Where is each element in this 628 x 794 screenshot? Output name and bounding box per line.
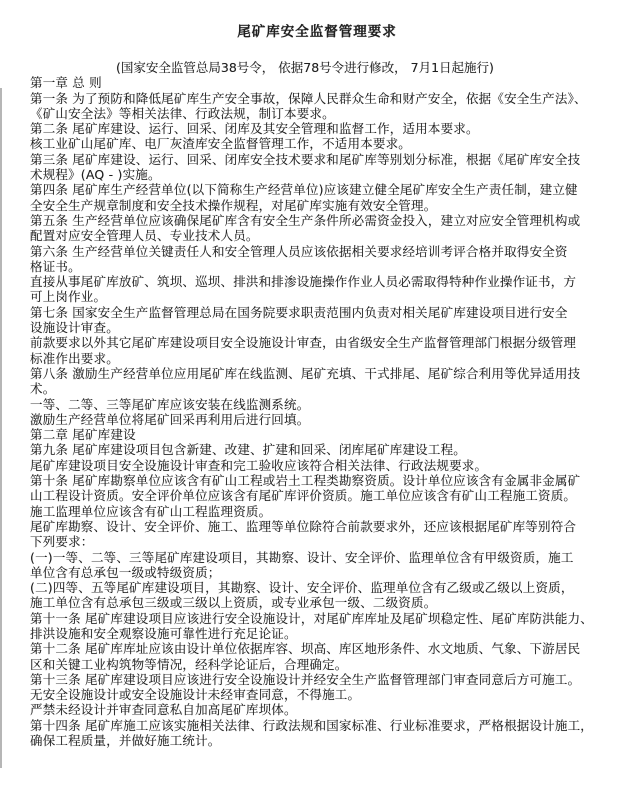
document-line: 第九条 尾矿库建设项目包含新建、改建、扩建和回采、闭库尾矿库建设工程。 [30, 442, 466, 458]
document-line: 第十二条 尾矿库库址应该由设计单位依据库容、坝高、库区地形条件、水文地质、气象、下游居民 [30, 641, 581, 657]
document-line: 第五条 生产经营单位应该确保尾矿库含有安全生产条件所必需资金投入，建立对应安全管理机构或 [30, 212, 581, 228]
document-line: 一等、二等、三等尾矿库应该安装在线监测系统。 [30, 396, 310, 412]
document-line: 前款要求以外其它尾矿库建设项目安全设施设计审查，由省级安全生产监督管理部门根据分级管理 [30, 335, 577, 351]
document-line: 山工程设计资质。安全评价单位应该含有尾矿库评价资质。施工单位应该含有矿山工程施工资质。 [30, 488, 577, 504]
document-line: 第六条 生产经营单位关键责任人和安全管理人员应该依据相关要求经培训考评合格并取得安全资 [30, 243, 568, 259]
document-line: (一)一等、二等、三等尾矿库建设项目，其勘察、设计、安全评价、监理单位含有甲级资质，施工 [30, 549, 574, 565]
document-line: 第十四条 尾矿库施工应该实施相关法律、行政法规和国家标准、行业标准要求，严格根据设计施工， [30, 717, 593, 733]
document-line: 标准作出要求。 [30, 350, 119, 366]
document-line: 第三条 尾矿库建设、运行、回采、闭库安全技术要求和尾矿库等别划分标准，根据《尾矿库安全技 [30, 151, 581, 167]
document-line: 区和关键工业构筑物等情况，经科学论证后，合理确定。 [30, 656, 348, 672]
document-line: 第十三条 尾矿库建设项目应该进行安全设施设计并经安全生产监督管理部门审查同意后方可施工。 [30, 671, 581, 687]
document-line: 第八条 激励生产经营单位应用尾矿库在线监测、尾矿充填、干式排尾、尾矿综合利用等优异适用技 [30, 365, 581, 381]
document-line: 第四条 尾矿库生产经营单位(以下简称生产经营单位)应该建立健全尾矿库安全生产责任制，建立健 [30, 182, 578, 198]
document-line: 第一条 为了预防和降低尾矿库生产安全事故，保障人民群众生命和财产安全，依据《安全生产法》、 [30, 90, 587, 106]
document-line-chapter-1: 第一章 总 则 [30, 75, 102, 91]
document-line: 全安全生产规章制度和安全技术操作规程，对尾矿库实施有效安全管理。 [30, 197, 437, 213]
document-line: 施工单位含有总承包三级或三级以上资质，或专业承包一级、二级资质。 [30, 595, 437, 611]
document-line: 配置对应安全管理人员、专业技术人员。 [30, 228, 259, 244]
document-line: 排洪设施和安全观察设施可靠性进行充足论证。 [30, 625, 297, 641]
document-subtitle: (国家安全监管总局38号令， 依据78号令进行修改， 7月1日起施行) [116, 60, 494, 75]
document-line: 下列要求： [30, 534, 94, 550]
document-line: 设施设计审查。 [30, 320, 119, 336]
document-line: 术。 [30, 381, 56, 397]
document-line: 核工业矿山尾矿库、电厂灰渣库安全监督管理工作，不适用本要求。 [30, 136, 412, 152]
document-line: 尾矿库勘察、设计、安全评价、施工、监理等单位除符合前款要求外，还应该根据尾矿库等别符合 [30, 518, 577, 534]
document-line: 可上岗作业。 [30, 289, 107, 305]
document-line: 第十一条 尾矿库建设项目应该进行安全设施设计，对尾矿库库址及尾矿坝稳定性、尾矿库防洪能力、 [30, 610, 593, 626]
document-line: 无安全设施设计或安全设施设计未经审查同意，不得施工。 [30, 687, 361, 703]
document-line: 激励生产经营单位将尾矿回采再利用后进行回填。 [30, 411, 310, 427]
document-line: (二)四等、五等尾矿库建设项目，其勘察、设计、安全评价、监理单位含有乙级或乙级以上资质， [30, 580, 574, 596]
document-line: 第十条 尾矿库勘察单位应该含有矿山工程或岩土工程类勘察资质。设计单位应该含有金属非金属矿 [30, 473, 581, 489]
document-line: 第七条 国家安全生产监督管理总局在国务院要求职责范围内负责对相关尾矿库建设项目进行安全 [30, 304, 568, 320]
document-line: 《矿山安全法》等相关法律、行政法规，制订本要求。 [30, 105, 335, 121]
document-line-chapter-2: 第二章 尾矿库建设 [30, 427, 136, 443]
document-line: 直接从事尾矿库放矿、筑坝、巡坝、排洪和排渗设施操作作业人员必需取得特种作业操作证书，方 [30, 274, 577, 290]
scan-edge-artifact [0, 88, 2, 768]
document-line: 单位含有总承包一级或特级资质； [30, 564, 221, 580]
document-line: 术规程》(AQ - )实施。 [30, 167, 161, 183]
document-line: 施工监理单位应该含有矿山工程监理资质。 [30, 503, 272, 519]
document-line: 确保工程质量，并做好施工统计。 [30, 733, 221, 749]
document-line: 格证书。 [30, 258, 81, 274]
document-line: 严禁未经设计并审查同意私自加高尾矿库坝体。 [30, 702, 297, 718]
document-line: 尾矿库建设项目安全设施设计审查和完工验收应该符合相关法律、行政法规要求。 [30, 457, 488, 473]
page-title: 尾矿库安全监督管理要求 [237, 24, 397, 40]
document-line: 第二条 尾矿库建设、运行、回采、闭库及其安全管理和监督工作，适用本要求。 [30, 121, 479, 137]
